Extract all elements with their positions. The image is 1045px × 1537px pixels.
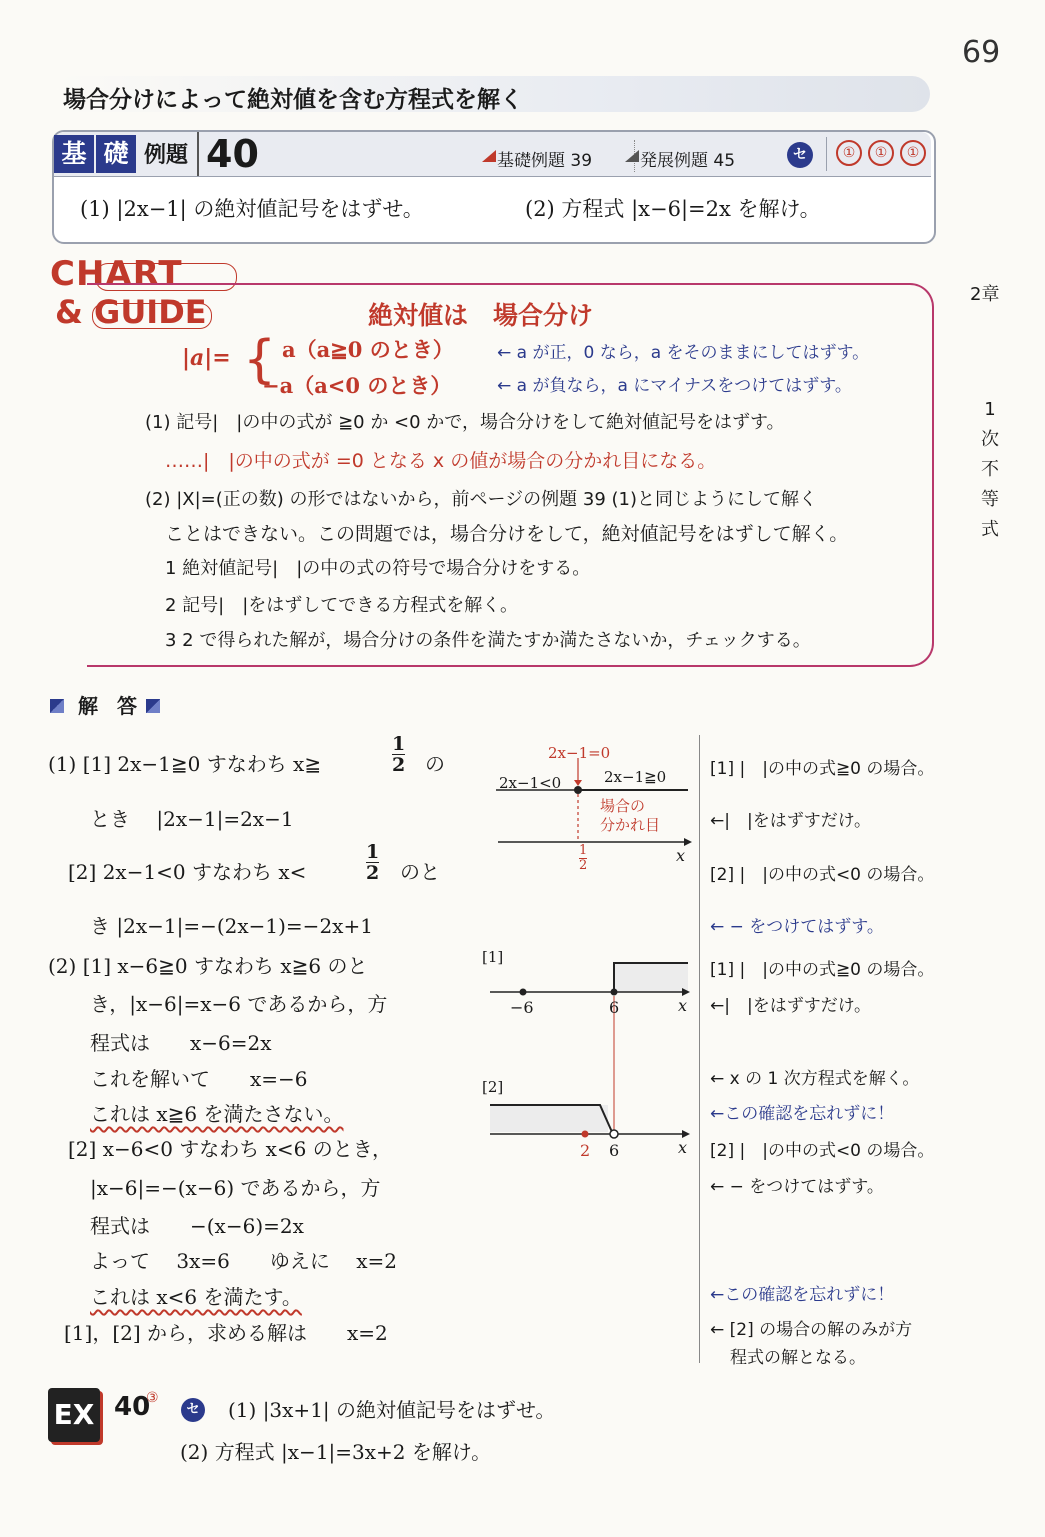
- ex-number: 40: [114, 1392, 151, 1422]
- related-example-ref: 基礎例題 39: [497, 151, 593, 171]
- sol-2k: [1]，[2] から，求める解は x=2: [64, 1321, 388, 1345]
- note-9: [2] | |の中の式<0 の場合。: [710, 1141, 935, 1161]
- diagram1-tick-frac: [579, 844, 587, 873]
- case1-region: [614, 963, 688, 992]
- guide-step-1: 1 絶対値記号| |の中の式の符号で場合分けをする。: [165, 558, 591, 579]
- sol-1a-end: の: [425, 752, 445, 776]
- note-5: [1] | |の中の式≧0 の場合。: [710, 960, 935, 980]
- chart-guide-title: 絶対値は 場合分け: [368, 301, 594, 330]
- sol-2c: 程式は x−6=2x: [90, 1031, 272, 1055]
- difficulty-icon-1: ①: [836, 140, 862, 166]
- sol-1d: き |2x−1|=−(2x−1)=−2x+1: [90, 914, 373, 938]
- side-section-char: 等: [981, 489, 999, 510]
- axis2-arrow-icon: [682, 1130, 690, 1138]
- side-section-char: 不: [981, 459, 999, 480]
- solution-heading-icon-left: [50, 695, 64, 714]
- se-badge-icon: セ: [787, 142, 813, 168]
- def-brace: {: [243, 330, 277, 390]
- note-1: [1] | |の中の式≧0 の場合。: [710, 759, 935, 779]
- diagram3-tick-2: 2: [580, 1141, 591, 1160]
- side-section-char: 式: [981, 519, 999, 540]
- diagram1-right-label: 2x−1≧0: [604, 768, 667, 786]
- point-2: [582, 1131, 589, 1138]
- diagram2-tick-minus6: −6: [510, 998, 534, 1017]
- diagram3-tick-6: 6: [609, 1141, 620, 1160]
- diagram1-axis-label: x: [676, 846, 686, 865]
- diagram-cases: [486, 955, 698, 1145]
- diagram2-axis-label: x: [678, 996, 688, 1015]
- ex-badge: EX: [48, 1388, 100, 1442]
- topic-title: 場合分けによって絶対値を含む方程式を解く: [63, 87, 523, 113]
- diagram3-label: [2]: [482, 1078, 504, 1096]
- guide-line-2: ……| |の中の式が =0 となる x の値が場合の分かれ目になる。: [165, 450, 717, 472]
- boundary-note-line: 場合の: [600, 797, 646, 815]
- side-section: [980, 395, 1000, 545]
- note-7: ← x の 1 次方程式を解く。: [710, 1069, 920, 1089]
- ex-level: ③: [146, 1390, 159, 1406]
- note-12b: 程式の解となる。: [730, 1348, 866, 1368]
- open-point-6: [610, 1130, 618, 1138]
- ex-question-1: (1) |3x+1| の絶対値記号をはずせ。: [228, 1398, 556, 1422]
- diagram1-left-label: 2x−1<0: [499, 774, 562, 792]
- guide-step-2: 2 記号| |をはずしてできる方程式を解く。: [165, 595, 518, 616]
- note-6: ←| |をはずすだけ。: [710, 996, 872, 1016]
- note-8: ←この確認を忘れずに！: [710, 1104, 895, 1124]
- def-note-1: ← a が正，0 なら，a をそのままにしてはずす。: [497, 343, 870, 363]
- sol-2e: これは x≧6 を満たさない。: [90, 1102, 344, 1126]
- def-note-2: ← a が負なら，a にマイナスをつけてはずす。: [497, 376, 852, 396]
- sol-1b: とき |2x−1|=2x−1: [90, 807, 294, 831]
- note-12a: ← [2] の場合の解のみが方: [710, 1320, 913, 1340]
- kiso-label-2: 礎: [96, 135, 136, 173]
- case2-region: [490, 1105, 608, 1132]
- boundary-note-line: 分かれ目: [600, 816, 661, 834]
- sol-2g: |x−6|=−(x−6) であるから，方: [90, 1176, 381, 1200]
- guide-line-3: (2) |X|=(正の数) の形ではないから，前ページの例題 39 (1)と同じようにして解く: [145, 489, 818, 510]
- frac-num: 1: [579, 843, 588, 858]
- frac-num: 1: [366, 841, 380, 863]
- guide-step-3: 3 2 で得られた解が，場合分けの条件を満たすか満たさないか，チェックする。: [165, 630, 811, 651]
- diagram3-axis-label: x: [678, 1138, 688, 1157]
- point-minus6: [520, 989, 527, 996]
- def-case-2: −a（a<0 のとき）: [262, 373, 452, 398]
- diagram2-label: [1]: [482, 948, 504, 966]
- axis-arrow-icon: [684, 838, 692, 846]
- diagram1-boundary-note: [600, 797, 660, 835]
- sol-2d: これを解いて x=−6: [90, 1067, 308, 1091]
- side-chapter: 2章: [970, 284, 1000, 305]
- sol-2i: よって 3x=6 ゆえに x=2: [90, 1249, 397, 1273]
- note-10: ← − をつけてはずす。: [710, 1177, 884, 1197]
- sol-1a: (1) [1] 2x−1≧0 すなわち x≧: [48, 752, 322, 776]
- example-number: 40: [206, 132, 259, 176]
- problem-1: (1) |2x−1| の絶対値記号をはずせ。: [80, 197, 424, 221]
- advanced-example-ref: 発展例題 45: [640, 151, 736, 171]
- sol-2f: [2] x−6<0 すなわち x<6 のとき，: [68, 1137, 392, 1161]
- difficulty-icon-3: ①: [900, 140, 926, 166]
- sol-1c: [2] 2x−1<0 すなわち x<: [68, 860, 307, 884]
- solution-heading-icon-right: [146, 695, 160, 714]
- guide-line-4: ことはできない。この問題では，場合分けをして，絶対値記号をはずして解く。: [165, 523, 849, 545]
- note-3: [2] | |の中の式<0 の場合。: [710, 865, 935, 885]
- note-2: ←| |をはずすだけ。: [710, 811, 872, 831]
- sol-2b: き，|x−6|=x−6 であるから，方: [90, 992, 388, 1016]
- example-divider: [197, 132, 199, 176]
- sol-1a-frac: [392, 734, 405, 775]
- point-6: [611, 989, 618, 996]
- sol-1c-end: のと: [400, 860, 440, 884]
- side-section-char: 1: [984, 399, 996, 420]
- sol-2j: これは x<6 を満たす。: [90, 1285, 302, 1309]
- boundary-point: [574, 786, 582, 794]
- example-label: 例題: [144, 143, 189, 168]
- pointer-arrow-icon: [574, 780, 582, 786]
- note-4: ← − をつけてはずす。: [710, 917, 884, 937]
- solution-heading: 解 答: [78, 694, 143, 718]
- sol-2a: (2) [1] x−6≧0 すなわち x≧6 のと: [48, 954, 368, 978]
- margin-divider: [699, 735, 700, 1363]
- frac-den: 2: [366, 862, 380, 884]
- guide-line-1: (1) 記号| |の中の式が ≧0 か <0 かで，場合分けをして絶対値記号をはずす。: [145, 412, 785, 433]
- ex-se-badge-icon: セ: [181, 1398, 205, 1422]
- guide-logo: & GUIDE: [55, 293, 207, 331]
- diagram2-tick-6: 6: [609, 998, 620, 1017]
- diagram1-top-label: 2x−1=0: [548, 744, 611, 762]
- difficulty-icon-2: ①: [868, 140, 894, 166]
- kiso-label-1: 基: [54, 135, 94, 173]
- sol-2h: 程式は −(x−6)=2x: [90, 1214, 304, 1238]
- side-section-char: 次: [981, 429, 999, 450]
- sol-1c-frac: [366, 842, 379, 883]
- ref2-triangle-icon: [625, 150, 639, 162]
- note-11: ←この確認を忘れずに！: [710, 1285, 895, 1305]
- ex-question-2: (2) 方程式 |x−1|=3x+2 を解け。: [180, 1440, 492, 1464]
- def-case-1: a（a≧0 のとき）: [282, 337, 454, 362]
- chart-logo: CHART: [50, 254, 183, 294]
- problem-2: (2) 方程式 |x−6|=2x を解け。: [525, 197, 821, 221]
- frac-den: 2: [579, 858, 588, 873]
- def-lhs: |a|=: [182, 345, 231, 371]
- ref1-triangle-icon: [482, 150, 496, 162]
- page-number: 69: [962, 35, 1001, 70]
- frac-den: 2: [392, 754, 406, 776]
- frac-num: 1: [392, 733, 406, 755]
